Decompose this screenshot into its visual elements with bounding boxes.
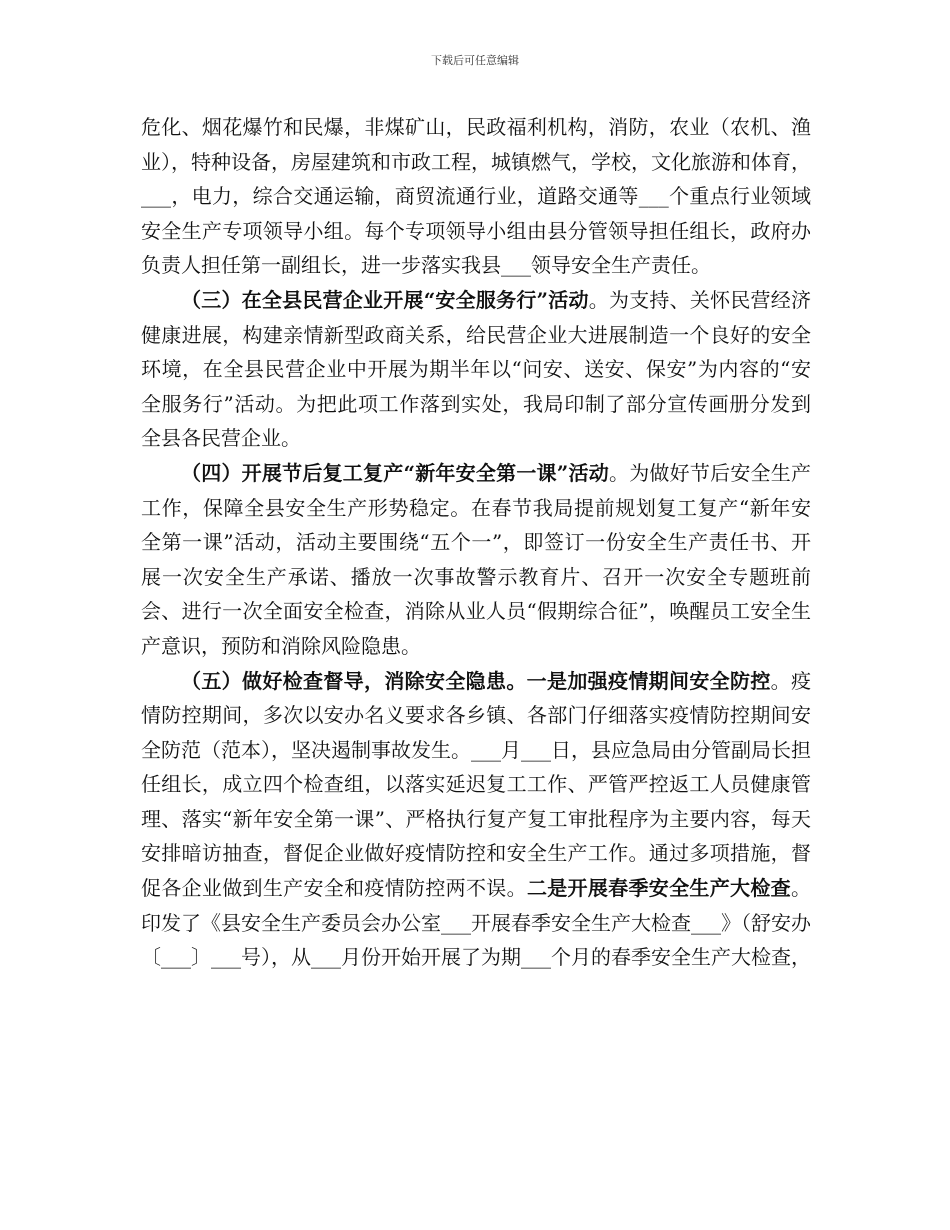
paragraph-1: 危化、烟花爆竹和民爆，非煤矿山，民政福利机构，消防，农业（农机、渔业），特种设备，房屋建筑和市政工程，城镇燃气，学校，文化旅游和体育，___，电力，综合交通运输，商贸流通行业，道路交通等___个重点行业领域安全生产专项领导小组。每个专项领导小组由县分管领导担任组长，政府办负责人担任第一副组长，进一步落实我县___领导安全生产责任。	[141, 115, 811, 278]
section-3-text: 。为支持、关怀民营经济健康进展，构建亲情新型政商关系，给民营企业大进展制造一个良好的安全环境，在全县民营企业中开展为期半年以“问安、送安、保安”为内容的“安全服务行”活动。为把此项工作落到实处，我局印制了部分宣传画册分发到全县各民营企业。	[141, 287, 812, 451]
document-body	[141, 110, 811, 975]
section-5-subheading: 二是开展春季安全生产大检查	[526, 876, 791, 901]
page-header: 下载后可任意编辑	[431, 54, 519, 67]
section-5-text-1: 。疫情防控期间，多次以安办名义要求各乡镇、各部门仔细落实疫情防控期间安全防范（范本），坚决遏制事故发生。___月___日，县应急局由分管副局长担任组长，成立四个检查组，以落实延迟复工工作、严管严控返工人员健康管理、落实“新年安全第一课”、严格执行复产复工审批程序为主要内容，每天安排暗访抽查，督促企业做好疫情防控和安全生产工作。通过多项措施，督促各企业做到生产安全和疫情防控两不误。	[141, 668, 812, 901]
section-3-heading: （三）在全县民营企业开展“安全服务行”活动	[181, 287, 589, 312]
paragraph-3	[141, 456, 811, 664]
paragraph-4	[141, 664, 811, 975]
section-5-heading: （五）做好检查督导，消除安全隐患。一是加强疫情期间安全防控	[181, 668, 771, 693]
section-5-text-2: 。印发了《县安全生产委员会办公室___开展春季安全生产大检查___》（舒安办〔___〕___号），从___月份开始开展了为期___个月的春季安全生产大检查，	[141, 876, 811, 970]
paragraph-2	[141, 283, 811, 456]
section-4-text: 。为做好节后安全生产工作，保障全县安全生产形势稳定。在春节我局提前规划复工复产“新年安全第一课”活动，活动主要围绕“五个一”，即签订一份安全生产责任书、开展一次安全生产承诺、播放一次事故警示教育片、召开一次安全专题班前会、进行一次全面安全检查，消除从业人员“假期综合征”，唤醒员工安全生产意识，预防和消除风险隐患。	[141, 460, 811, 658]
section-4-heading: （四）开展节后复工复产“新年安全第一课”活动	[181, 460, 609, 485]
